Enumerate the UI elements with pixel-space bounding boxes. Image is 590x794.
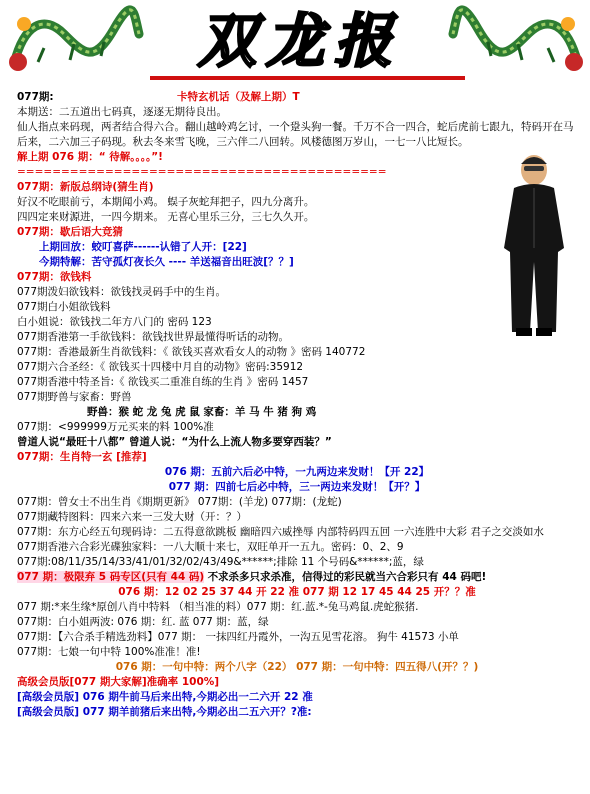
text-line: 077期:08/11/35/14/33/41/01/32/02/43/49&******;排除 11 个号码&******;蓝，绿 [17,556,424,568]
text-line: 077期香港第一手欲钱料：欲钱找世界最懂得听话的动物。 [17,331,290,343]
issue-label: 077期: [17,91,54,103]
article-body [17,90,577,720]
text-line: 077期：七娘一句中特 100%准准！准! [17,646,201,658]
text-line: 076 期：一句中特：两个八字（22） 077 期：一句中特：四五得八(开？？) [115,661,479,673]
newspaper-title: 双龙报 [197,7,402,75]
text-line: 077期藏特图料：四来六来一三发大财（开：？） [17,511,248,523]
text-line: 076 期：12 02 25 37 44 开 22 准 077 期 12 17 45 44 25 开？？准 [118,586,476,598]
header [0,0,590,90]
text-line: 077期：【六合杀手精选劲料】077 期： 一抹四红丹霞外，一沟五见雪花溶。 狗牛 41573 小单 [17,631,459,643]
text-line: [高级会员版] 077 期羊前猪后来出特,今期必出二五六开？?准: [17,706,312,718]
text-line: 解上期 076 期：“ 待解。。。。”! [17,151,163,163]
text-line [17,570,577,585]
text-line: 077期香港六合彩光碟独家料：一八大顺十来七，双旺单开一五九。密码：0、2、9 [17,541,404,553]
section-heading: 高级会员版[077 期大家解]准确率 100%] [17,676,220,688]
text-line: 077期白小姐欲钱料 [17,301,111,313]
text-line: 好汉不吃眼前亏，本期闻小鸡。 蜈子灰蛇拜把子，四九分离升。 [17,196,315,208]
text-line: 今期特解：苦守孤灯夜长久 ---- 羊送福音出旺波[？？] [39,256,294,268]
text-line: 077 期:*来生缘*原创八肖中特料 （相当准的料）077 期：红.蓝.*-兔马鸡鼠.虎蛇猴猪. [17,601,419,613]
issue-line [17,90,577,105]
right-dragon-icon [448,4,588,84]
text-line: 077期香港中特圣旨:《 欲钱买二重准自练的生肖 》密码 1457 [17,376,309,388]
text-line: 白小姐说：欲钱找二年方八门的 密码 123 [17,316,212,328]
text-line: 077期：香港最新生肖欲钱料：《 欲钱买喜欢看女人的动物 》密码 140772 [17,346,366,358]
text-line: 本期送：二五道出七码真，逐逐无期待良出。 [17,106,227,118]
text-line: 野兽：猴 蛇 龙 兔 虎 鼠 家畜：羊 马 牛 猪 狗 鸡 [87,406,317,418]
highlight-text: 不求杀多只求杀准，信得过的彩民就当六合彩只有 44 码吧! [207,571,487,583]
text-line: 077期：<999999万元买来的料 100%准 [17,421,214,433]
text-line: [高级会员版] 076 期牛前马后来出特,今期必出一二六开 22 准 [17,691,313,703]
section-heading: 077期：欲钱料 [17,271,92,283]
text-line: 077期：白小姐两波: 076 期：红. 蓝 077 期：蓝，绿 [17,616,269,628]
text-line: 076 期：五前六后必中特，一九两边来发财！【开 22】 [164,466,430,478]
separator-line: ========================================== [17,166,387,178]
left-dragon-icon [4,4,144,84]
text-line: 077 期：四前七后必中特，三一两边来发财！【开？】 [168,481,426,493]
text-line: 上期回放：蛟叮喜萨------认错了人开：[22] [39,241,247,253]
section-heading: 077期：歇后语大竞猜 [17,226,123,238]
text-paragraph: 077期：东方心经五句现码诗：二五得意欲跳板 幽暗四六威挫辱 内部特码四五回 一六连胜中大彩 君子之交淡如水 [17,526,544,538]
highlight-label: 077 期：极限弃 5 码专区(只有 44 码) [17,571,205,583]
text-line: 077期泼妇欲钱料：欲钱找灵码手中的生肖。 [17,286,227,298]
text-line: 曾道人说“最旺十八都” 曾道人说：“为什么上流人物多要穿西装？” [17,436,332,448]
text-line: 077期六合圣经：《 欲钱买十四楼中月自的动物》密码:35912 [17,361,304,373]
text-line: 四四定来财源进，一四今期来。 无喜心里乐三分，三七久久开。 [17,211,315,223]
text-line: 077期：曾女士不出生肖《期期更新》 077期：(羊龙) 077期：(龙蛇) [17,496,342,508]
text-paragraph: 仙人指点来码现，两者结合得六合。翻山越岭鸡乞讨，一个跫头狗一餐。千万不合一四合，蛇后虎前七跟九，特码开在马后来，二六加三子码现。秋去冬来雪飞晚，三六伴二八回转。风楼德图万岁山，一七一八比短长。 [17,121,574,148]
text-line: 077期野兽与家畜：野兽 [17,391,132,403]
title-underline [150,76,465,80]
section-heading: 卡特玄机话（及解上期）T [176,91,300,103]
section-heading: 077期：生肖特一玄 [推荐] [17,451,147,463]
section-heading: 077期：新版总纲诗(猜生肖) [17,181,154,193]
